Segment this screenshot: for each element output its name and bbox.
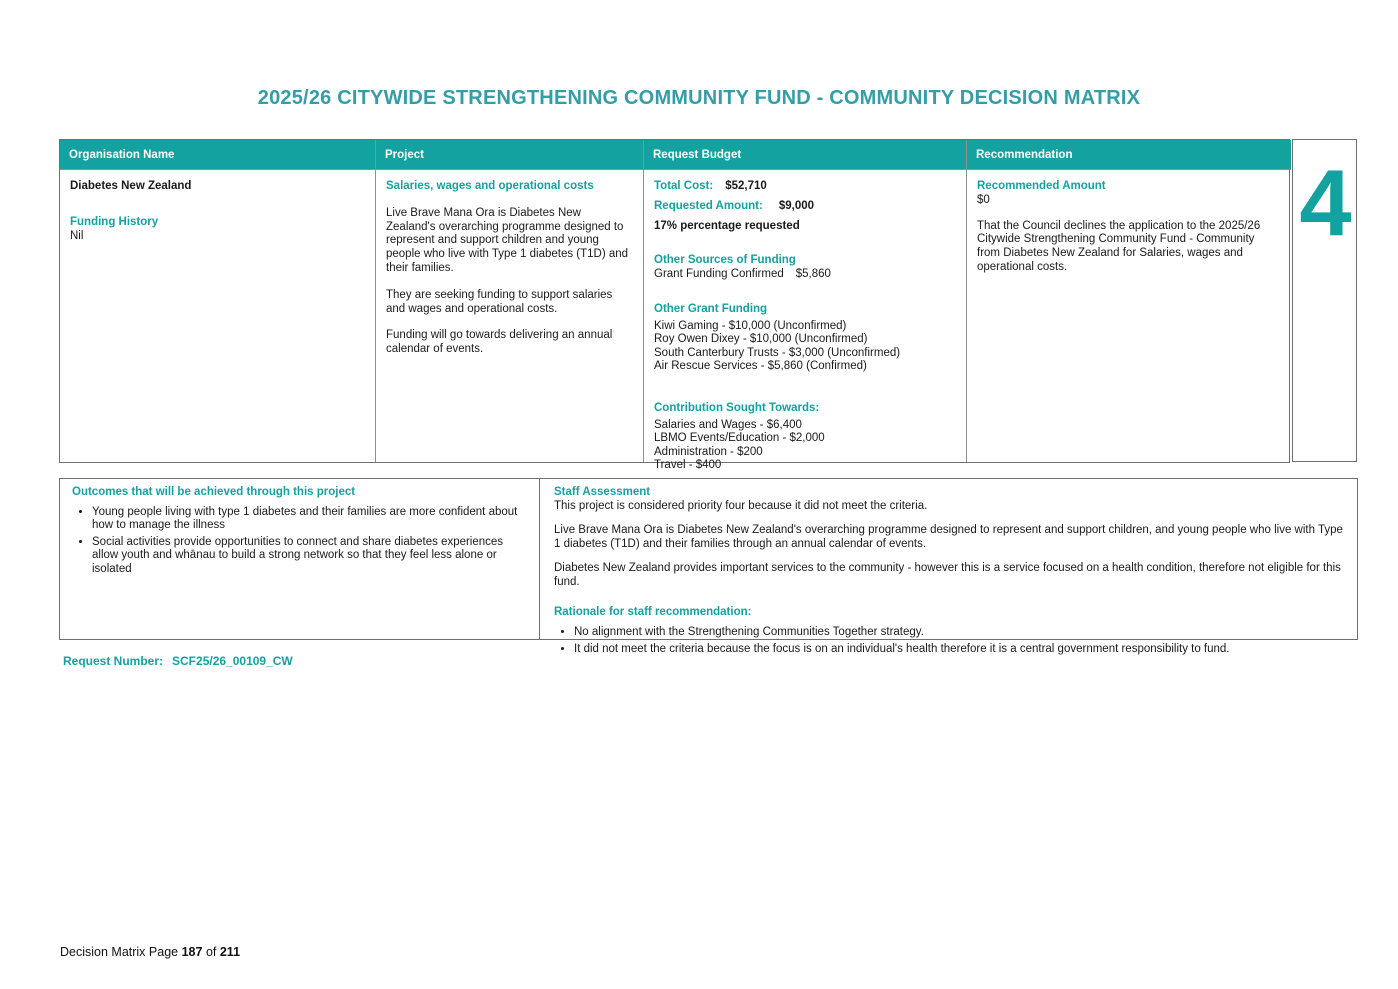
requested-amount-label: Requested Amount: <box>654 199 763 212</box>
matrix-main-grid <box>59 139 1290 472</box>
outcomes-cell <box>60 479 540 639</box>
outcomes-list <box>72 506 527 577</box>
project-title: Salaries, wages and operational costs <box>386 180 594 192</box>
decision-matrix-table <box>59 139 1358 472</box>
staff-priority-line: This project is considered priority four because it did not meet the criteria. <box>554 499 928 512</box>
organisation-cell <box>60 169 376 462</box>
total-cost-label: Total Cost: <box>654 180 714 192</box>
other-grant-funding-label: Other Grant Funding <box>654 302 768 315</box>
staff-assessment-cell <box>540 479 1357 655</box>
staff-assessment-paragraph: Live Brave Mana Ora is Diabetes New Zealand's overarching programme designed to represent and support children, and young people who live with Type 1 diabetes (T1D) and their families through an annual calendar of events. <box>554 524 1343 550</box>
organisation-name: Diabetes New Zealand <box>70 180 192 192</box>
footer-total-pages: 211 <box>219 945 241 959</box>
project-paragraph: Live Brave Mana Ora is Diabetes New Zealand's overarching programme designed to represent and support children and young people who live with Type 1 diabetes (T1D) and their families. <box>386 206 629 274</box>
staff-assessment-paragraph: Diabetes New Zealand provides important services to the community - however this is a service focused on a health condition, therefore not eligible for this fund. <box>554 562 1341 588</box>
total-cost-line <box>654 180 956 194</box>
footer-page-number: 187 <box>181 945 203 959</box>
project-paragraph: Funding will go towards delivering an annual calendar of events. <box>386 329 613 356</box>
recommendation-cell <box>967 169 1291 462</box>
funding-history-label: Funding History <box>70 215 159 228</box>
other-grant-item: Kiwi Gaming - $10,000 (Unconfirmed) <box>654 319 847 332</box>
rationale-item: • It did not meet the criteria because the focus is on an individual's health therefore it is a central government responsibility to fund. <box>574 643 1343 657</box>
staff-assessment-title: Staff Assessment <box>554 486 651 498</box>
contribution-sought-label: Contribution Sought Towards: <box>654 401 820 414</box>
contribution-sought-list <box>654 419 956 473</box>
contribution-item: LBMO Events/Education - $2,000 <box>654 432 825 445</box>
recommended-amount-value: $0 <box>977 193 990 206</box>
total-cost-value: $52,710 <box>725 180 767 192</box>
other-sources-line <box>654 268 956 282</box>
requested-amount-value: $9,000 <box>778 199 815 212</box>
other-grant-item: South Canterbury Trusts - $3,000 (Unconfirmed) <box>654 346 901 359</box>
column-header-budget: Request Budget <box>644 140 967 169</box>
other-grant-funding-list <box>654 320 956 374</box>
rationale-label: Rationale for staff recommendation: <box>554 606 752 619</box>
page-footer <box>60 945 240 959</box>
priority-rank-cell <box>1292 139 1357 462</box>
column-header-organisation: Organisation Name <box>60 140 376 169</box>
outcome-item: • Social activities provide opportunities to connect and share diabetes experiences allow youth and whānau to build a strong network so that they feel less alone or isolated <box>92 536 527 577</box>
request-number <box>63 654 293 668</box>
assessment-box <box>59 478 1358 655</box>
project-description <box>386 207 633 357</box>
rationale-item: • No alignment with the Strengthening Communities Together strategy. <box>574 626 1343 640</box>
contribution-item: Travel - $400 <box>654 459 722 472</box>
column-header-project: Project <box>376 140 644 169</box>
funding-history-value: Nil <box>70 229 84 242</box>
rationale-list <box>554 626 1343 656</box>
recommended-amount-label: Recommended Amount <box>977 180 1106 192</box>
contribution-item: Administration - $200 <box>654 445 763 458</box>
column-header-recommendation: Recommendation <box>967 140 1291 169</box>
outcomes-title: Outcomes that will be achieved through this project <box>72 486 356 498</box>
other-grant-item: Roy Owen Dixey - $10,000 (Unconfirmed) <box>654 333 868 346</box>
requested-amount-line <box>654 200 956 214</box>
other-sources-label: Other Sources of Funding <box>654 254 796 267</box>
other-sources-value: $5,860 <box>795 268 831 281</box>
page-title: 2025/26 CITYWIDE STRENGTHENING COMMUNITY FUND - COMMUNITY DECISION MATRIX <box>257 87 1141 109</box>
other-grant-item: Air Rescue Services - $5,860 (Confirmed) <box>654 360 867 373</box>
contribution-item: Salaries and Wages - $6,400 <box>654 418 802 431</box>
percentage-requested-line: 17% percentage requested <box>654 219 800 232</box>
project-cell <box>376 169 644 462</box>
project-paragraph: They are seeking funding to support salaries and wages and operational costs. <box>386 288 613 315</box>
priority-rank-number: 4 <box>1299 150 1350 255</box>
request-number-value: SCF25/26_00109_CW <box>172 654 293 668</box>
staff-assessment-paragraphs <box>554 524 1343 589</box>
recommendation-text: That the Council declines the application to the 2025/26 Citywide Strengthening Community Fund - Community from Diabetes New Zealand for Salaries, wages and operational costs. <box>977 219 1261 273</box>
footer-prefix: Decision Matrix Page <box>60 945 179 959</box>
other-sources-name: Grant Funding Confirmed <box>654 268 784 281</box>
request-number-label: Request Number: <box>63 654 164 668</box>
budget-cell <box>644 169 967 472</box>
outcome-item: • Young people living with type 1 diabetes and their families are more confident about how to manage the illness <box>92 506 527 533</box>
footer-of: of <box>205 945 217 959</box>
